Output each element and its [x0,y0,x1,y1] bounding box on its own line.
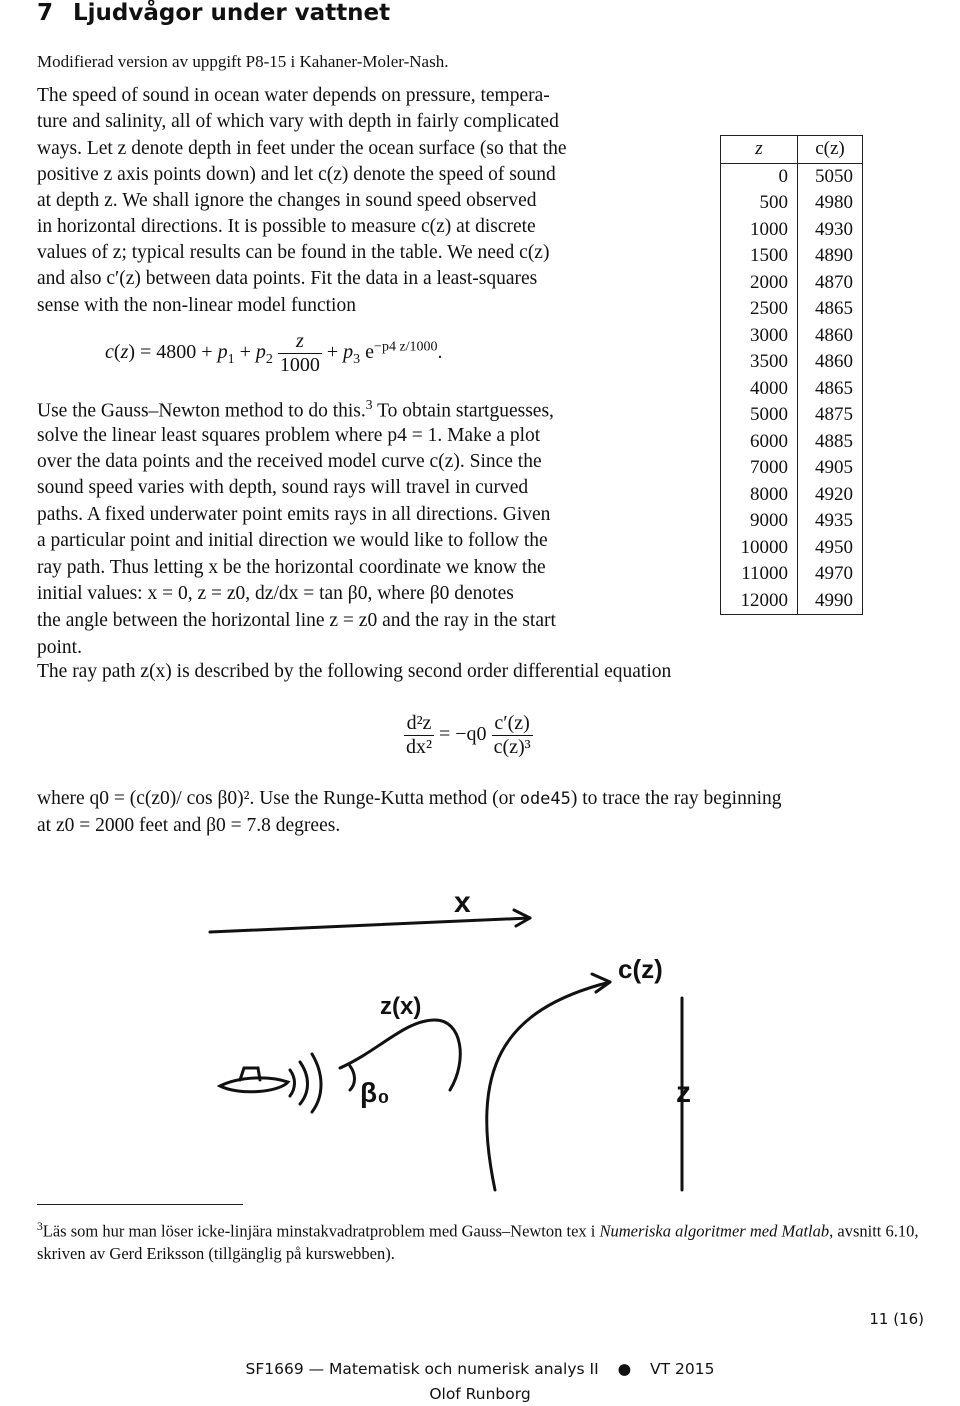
table-cell-z: 8000 [721,482,798,509]
table-cell-z: 2000 [721,270,798,297]
table-cell-z: 3000 [721,323,798,350]
table-row [721,535,863,562]
table-cell-cz: 4865 [815,377,853,399]
table-row [721,163,863,190]
body-line: a particular point and initial direction we would like to follow the [37,530,548,551]
table-cell-cz: 4930 [815,218,853,240]
footnote-text-a: Läs som hur man löser icke-linjära minstakvadratproblem med Gauss–Newton tex i [42,1221,600,1241]
body-line-text: Use the Gauss–Newton method to do this. [37,400,366,422]
body-line: over the data points and the received model curve c(z). Since the [37,451,542,472]
body-line: initial values: x = 0, z = z0, dz/dx = tan β0, where β0 denotes [37,583,514,604]
section-heading [37,0,390,26]
table-cell-z: 7000 [721,455,798,482]
ode-rhs-den: c(z)³ [493,736,531,758]
footer-bullet-icon: ● [617,1360,632,1378]
page-number: 11 (16) [869,1310,924,1328]
sketch-label-zx: z(x) [380,993,422,1020]
table-cell-z: 6000 [721,429,798,456]
table-cell-cz: 4870 [815,271,853,293]
body-line: and also c′(z) between data points. Fit the data in a least-squares [37,268,538,289]
sketch-label-z: z [676,1076,691,1109]
ode-mid: = −q0 [439,723,487,746]
sound-speed-table [720,135,863,615]
ode-equation [404,712,533,759]
body-line: the angle between the horizontal line z = z0 and the ray in the start [37,610,556,631]
table-row [721,376,863,403]
body-line: in horizontal directions. It is possible to measure c(z) at discrete [37,216,536,237]
table-row [721,349,863,376]
table-cell-z: 1500 [721,243,798,270]
table-row [721,270,863,297]
table-cell-cz: 4860 [815,351,853,373]
table-cell-z: 3500 [721,349,798,376]
table-cell-z: 1000 [721,217,798,244]
table-row [721,561,863,588]
body-line: at depth z. We shall ignore the changes in sound speed observed [37,190,537,211]
after-ode-line-2: at z0 = 2000 feet and β0 = 7.8 degrees. [37,815,341,836]
body-line: ture and salinity, all of which vary with depth in fairly complicated [37,111,559,132]
section-number: 7 [37,0,54,26]
table-cell-z: 10000 [721,535,798,562]
model-frac-den: 1000 [279,354,320,376]
footer-course [0,1360,960,1378]
table-row [721,429,863,456]
table-cell-cz: 4990 [815,589,853,611]
table-row [721,588,863,615]
submarine-icon [220,1078,288,1092]
body-line: positive z axis points down) and let c(z) denote the speed of sound [37,164,556,185]
table-cell-z: 500 [721,190,798,217]
table-cell-cz: 4935 [815,510,853,532]
table-row [721,455,863,482]
sketch-label-x: x [454,886,471,919]
body-line: paths. A fixed underwater point emits rays in all directions. Given [37,504,551,525]
footnote-book-title: Numeriska algoritmer med Matlab [599,1221,830,1241]
table-cell-cz: 4980 [815,192,853,214]
body-line: values of z; typical results can be found in the table. We need c(z) [37,242,550,263]
table-cell-cz: 4905 [815,457,853,479]
body-line: ways. Let z denote depth in feet under the ocean surface (so that the [37,138,567,159]
footer-author: Olof Runborg [429,1385,531,1403]
ode-rhs-num: c′(z) [492,712,533,736]
footer-term: VT 2015 [650,1360,715,1378]
body-line-text: To obtain startguesses, [372,400,554,422]
sketch-label-beta: β₀ [360,1077,390,1108]
body-line: sound speed varies with depth, sound rays will travel in curved [37,477,529,498]
footnote-text-b: , avsnitt 6.10, skriven av Gerd Eriksson (tillgänglig på kurswebben). [37,1221,919,1263]
footnote-mark: 3 [37,1221,43,1233]
body-line: ray path. Thus letting x be the horizontal coordinate we know the [37,557,546,578]
after-ode-line-1 [37,788,782,810]
table-cell-z: 11000 [721,561,798,588]
table-row [721,402,863,429]
table-row [721,190,863,217]
table-cell-cz: 4950 [815,536,853,558]
body-line [37,397,554,423]
table-header-z: z [721,136,798,164]
c-curve [487,982,610,1190]
table-cell-z: 4000 [721,376,798,403]
footnote-ref: 3 [365,397,373,412]
table-cell-z: 5000 [721,402,798,429]
after-ode-text-b: ) to trace the ray beginning [570,788,782,809]
ode-lhs-den: dx² [406,736,432,758]
table-row [721,323,863,350]
ode45-code: ode45 [519,789,571,809]
ode-lhs-num: d²z [404,712,434,736]
body-line: The ray path z(x) is described by the following second order differential equation [37,661,672,682]
section-title: Ljudvågor under vattnet [73,0,391,26]
table-cell-cz: 4920 [815,483,853,505]
table-row [721,508,863,535]
table-cell-cz: 4970 [815,563,853,585]
table-row [721,217,863,244]
body-line: The speed of sound in ocean water depends on pressure, tempera- [37,85,550,106]
table-cell-z: 9000 [721,508,798,535]
body-line: sense with the non-linear model function [37,295,356,316]
table-cell-cz: 4890 [815,245,853,267]
footnote [37,1216,927,1265]
model-frac-num: z [278,330,322,354]
table-cell-cz: 4875 [815,404,853,426]
table-cell-cz: 4865 [815,298,853,320]
table-row [721,482,863,509]
table-cell-cz: 4885 [815,430,853,452]
model-exponent: p4 z/1000 [381,339,438,355]
body-line: solve the linear least squares problem where p4 = 1. Make a plot [37,425,541,446]
table-row [721,296,863,323]
footer-course-name: SF1669 — Matematisk och numerisk analys II [245,1360,599,1378]
ray-path-sketch [200,870,720,1200]
model-equation: $c(z) = 4800 + p_1 + p_2$ $\frac{z}{1000}$ + $p_3$ $e^{-p4 z/1000}$. [105,330,443,376]
table-cell-z: 2500 [721,296,798,323]
sketch-label-c: c(z) [618,954,663,984]
table-header-cz: c(z) [798,136,863,164]
table-cell-z: 12000 [721,588,798,615]
ray-path-curve [340,1020,460,1090]
footnote-rule [37,1204,243,1205]
table-cell-z: 0 [721,163,798,190]
table-cell-cz: 5050 [815,165,853,187]
x-axis-arrow [210,918,530,932]
after-ode-text-a: where q0 = (c(z0)/ cos β0)². Use the Runge-Kutta method (or [37,788,520,809]
table-cell-cz: 4860 [815,324,853,346]
table-row [721,243,863,270]
intro-note: Modifierad version av uppgift P8-15 i Kahaner-Moler-Nash. [37,52,449,71]
body-line: point. [37,637,82,658]
